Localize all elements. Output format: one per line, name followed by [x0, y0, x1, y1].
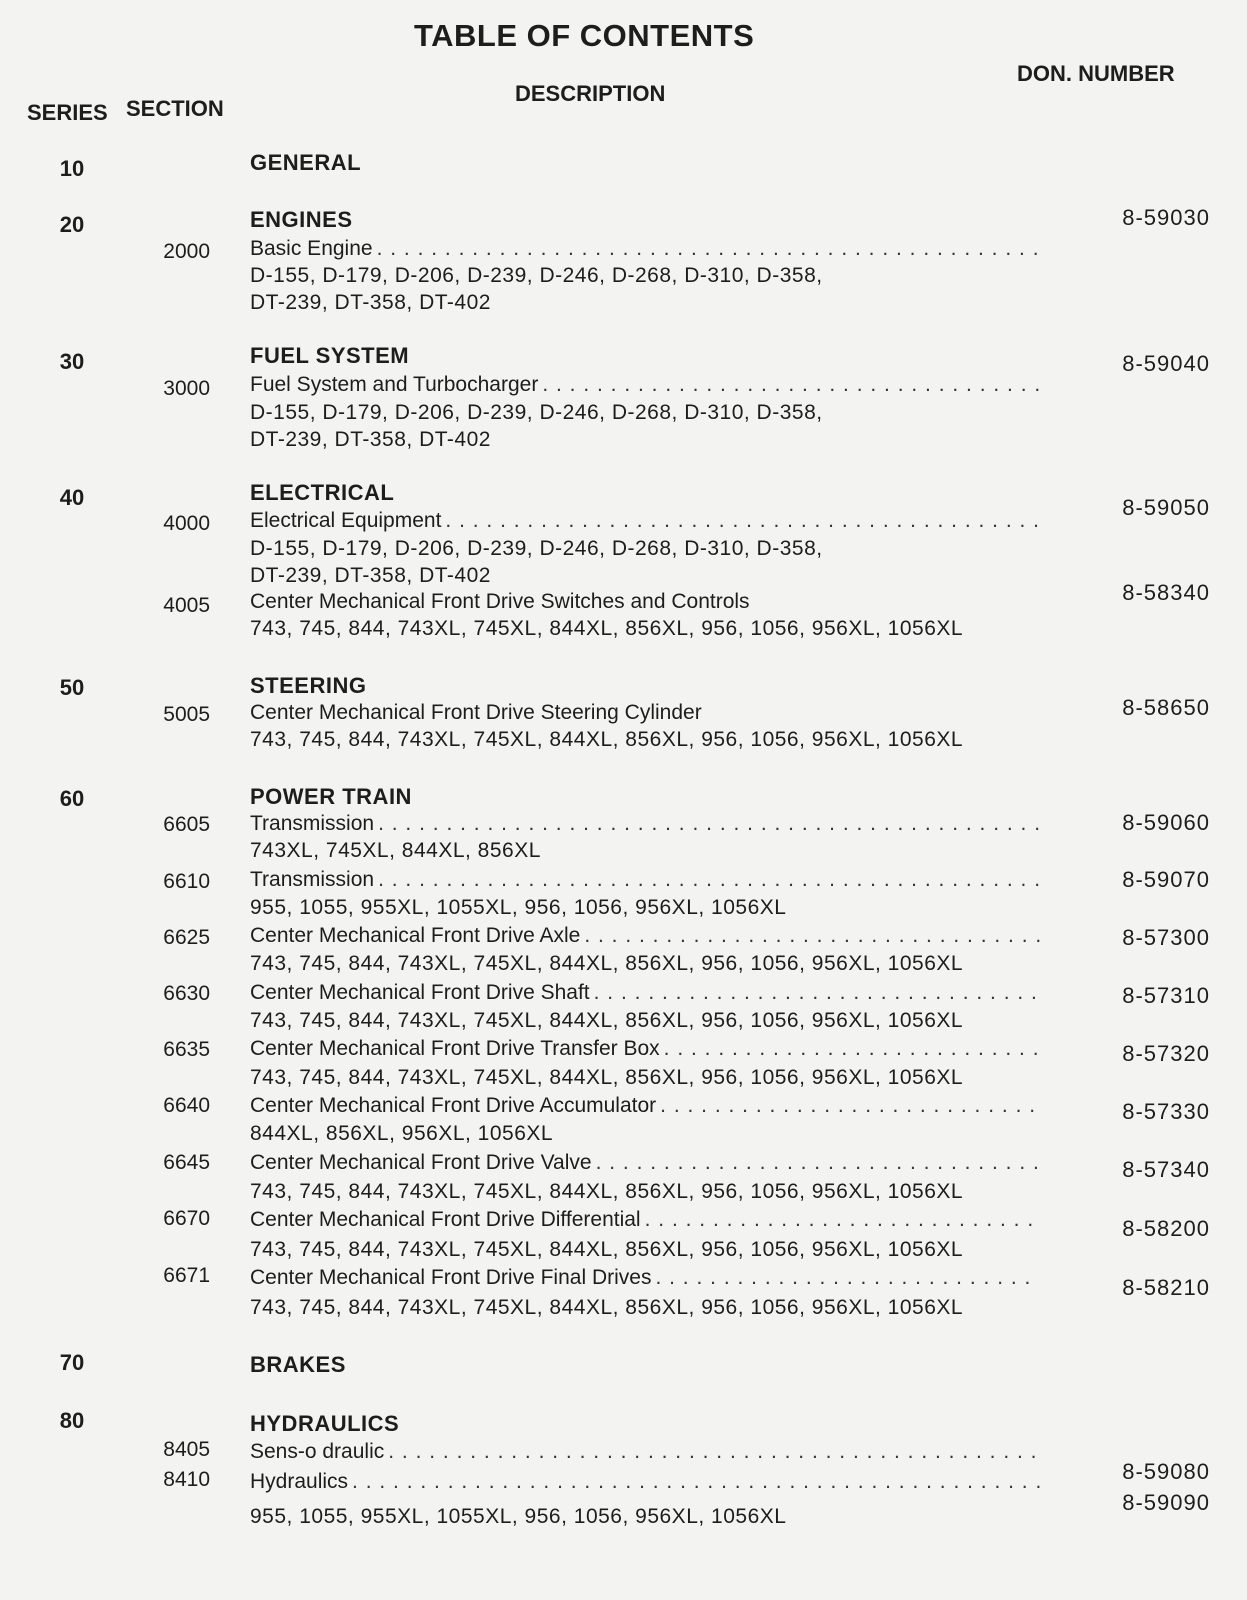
section-number: 6671 [163, 1264, 210, 1287]
model-list: DT-239, DT-358, DT-402 [250, 564, 491, 587]
section-number: 6635 [163, 1038, 210, 1061]
section-number: 6625 [163, 926, 210, 949]
section-number: 2000 [163, 240, 210, 263]
section-description: Center Mechanical Front Drive Switches and Controls [250, 590, 750, 613]
group-title: HYDRAULICS [250, 1411, 400, 1436]
model-list: DT-239, DT-358, DT-402 [250, 428, 491, 451]
dot-leader [645, 1208, 1040, 1232]
dot-leader [594, 981, 1040, 1005]
series-number: 30 [59, 349, 85, 374]
section-description: Basic Engine . . . [250, 237, 1040, 261]
dot-leader [542, 373, 1040, 397]
don-number: 8-57320 [1122, 1041, 1210, 1066]
dot-leader [445, 509, 1040, 533]
section-number: 3000 [163, 377, 210, 400]
series-number: 50 [59, 675, 85, 700]
series-column-header: SERIES [27, 100, 108, 125]
series-number: 60 [59, 786, 85, 811]
dot-leader [660, 1094, 1040, 1118]
dot-leader [352, 1470, 1040, 1494]
model-list: 743XL, 745XL, 844XL, 856XL [250, 839, 541, 862]
don-number: 8-59070 [1122, 867, 1210, 892]
section-description: Transmission . . . [250, 812, 1040, 836]
model-list: 844XL, 856XL, 956XL, 1056XL [250, 1122, 554, 1145]
don-number: 8-59060 [1122, 810, 1210, 835]
model-list: DT-239, DT-358, DT-402 [250, 291, 491, 314]
dot-leader [377, 237, 1040, 261]
don-number: 8-58210 [1122, 1275, 1210, 1300]
section-number: 5005 [163, 703, 210, 726]
section-number: 4000 [163, 512, 210, 535]
series-number: 80 [59, 1408, 85, 1433]
group-title: STEERING [250, 673, 367, 698]
group-title: GENERAL [250, 150, 362, 175]
description-column-header: DESCRIPTION [515, 81, 666, 106]
model-list: D-155, D-179, D-206, D-239, D-246, D-268, D-310, D-358, [250, 537, 823, 560]
model-list: 743, 745, 844, 743XL, 745XL, 844XL, 856XL, 956, 1056, 956XL, 1056XL [250, 1180, 964, 1203]
model-list: 743, 745, 844, 743XL, 745XL, 844XL, 856XL, 956, 1056, 956XL, 1056XL [250, 1238, 964, 1261]
dot-leader [584, 924, 1040, 948]
section-description: Transmission . . . [250, 868, 1040, 892]
section-description: Center Mechanical Front Drive Axle . . . [250, 924, 1040, 948]
page-title: TABLE OF CONTENTS [414, 18, 755, 53]
dot-leader [596, 1151, 1040, 1175]
model-list: D-155, D-179, D-206, D-239, D-246, D-268, D-310, D-358, [250, 264, 823, 287]
section-number: 4005 [163, 594, 210, 617]
group-title: FUEL SYSTEM [250, 343, 410, 368]
model-list: 743, 745, 844, 743XL, 745XL, 844XL, 856XL, 956, 1056, 956XL, 1056XL [250, 952, 964, 975]
section-number: 6630 [163, 982, 210, 1005]
don-number: 8-57300 [1122, 925, 1210, 950]
section-description: Fuel System and Turbocharger . . . [250, 373, 1040, 397]
don-number: 8-57340 [1122, 1157, 1210, 1182]
dot-leader [378, 812, 1040, 836]
section-description: Center Mechanical Front Drive Valve . . . [250, 1151, 1040, 1175]
section-description: Hydraulics . . . [250, 1470, 1040, 1494]
section-number: 8410 [163, 1468, 210, 1491]
section-description: Center Mechanical Front Drive Accumulator . . . [250, 1094, 1040, 1118]
section-number: 6605 [163, 813, 210, 836]
section-number: 6670 [163, 1207, 210, 1230]
don-number: 8-58340 [1122, 580, 1210, 605]
don-number: 8-57330 [1122, 1099, 1210, 1124]
section-description: Center Mechanical Front Drive Shaft . . . [250, 981, 1040, 1005]
model-list: D-155, D-179, D-206, D-239, D-246, D-268, D-310, D-358, [250, 401, 823, 424]
don-number: 8-59090 [1122, 1490, 1210, 1515]
model-list: 743, 745, 844, 743XL, 745XL, 844XL, 856XL, 956, 1056, 956XL, 1056XL [250, 617, 964, 640]
dot-leader [378, 868, 1040, 892]
section-number: 8405 [163, 1438, 210, 1461]
series-number: 70 [59, 1350, 85, 1375]
model-list: 743, 745, 844, 743XL, 745XL, 844XL, 856XL, 956, 1056, 956XL, 1056XL [250, 1066, 964, 1089]
model-list: 955, 1055, 955XL, 1055XL, 956, 1056, 956XL, 1056XL [250, 896, 787, 919]
section-description: Center Mechanical Front Drive Differential . . . [250, 1208, 1040, 1232]
don-number: 8-59080 [1122, 1459, 1210, 1484]
don-number: 8-58650 [1122, 695, 1210, 720]
don-number: 8-58200 [1122, 1216, 1210, 1241]
section-description: Center Mechanical Front Drive Steering Cylinder [250, 701, 702, 724]
section-description: Electrical Equipment . . . [250, 509, 1040, 533]
section-column-header: SECTION [126, 96, 224, 121]
model-list: 743, 745, 844, 743XL, 745XL, 844XL, 856XL, 956, 1056, 956XL, 1056XL [250, 728, 964, 751]
group-title: ELECTRICAL [250, 480, 395, 505]
series-number: 10 [59, 156, 85, 181]
section-description: Center Mechanical Front Drive Final Drives . . . [250, 1266, 1040, 1290]
dot-leader [655, 1266, 1040, 1290]
series-number: 40 [59, 485, 85, 510]
dot-leader [388, 1440, 1040, 1464]
don-number: 8-57310 [1122, 983, 1210, 1008]
series-number: 20 [59, 212, 85, 237]
model-list: 743, 745, 844, 743XL, 745XL, 844XL, 856XL, 956, 1056, 956XL, 1056XL [250, 1009, 964, 1032]
group-title: POWER TRAIN [250, 784, 412, 809]
model-list: 955, 1055, 955XL, 1055XL, 956, 1056, 956XL, 1056XL [250, 1505, 787, 1528]
model-list: 743, 745, 844, 743XL, 745XL, 844XL, 856XL, 956, 1056, 956XL, 1056XL [250, 1296, 964, 1319]
group-title: BRAKES [250, 1352, 346, 1377]
section-description: Sens-o draulic . . . [250, 1440, 1040, 1464]
don-number: 8-59050 [1122, 495, 1210, 520]
section-number: 6640 [163, 1094, 210, 1117]
don-number-column-header: DON. NUMBER [1017, 61, 1175, 86]
don-number: 8-59040 [1122, 351, 1210, 376]
section-number: 6645 [163, 1151, 210, 1174]
don-number: 8-59030 [1122, 205, 1210, 230]
group-title: ENGINES [250, 207, 353, 232]
section-number: 6610 [163, 870, 210, 893]
dot-leader [664, 1037, 1040, 1061]
section-description: Center Mechanical Front Drive Transfer Box . . . [250, 1037, 1040, 1061]
